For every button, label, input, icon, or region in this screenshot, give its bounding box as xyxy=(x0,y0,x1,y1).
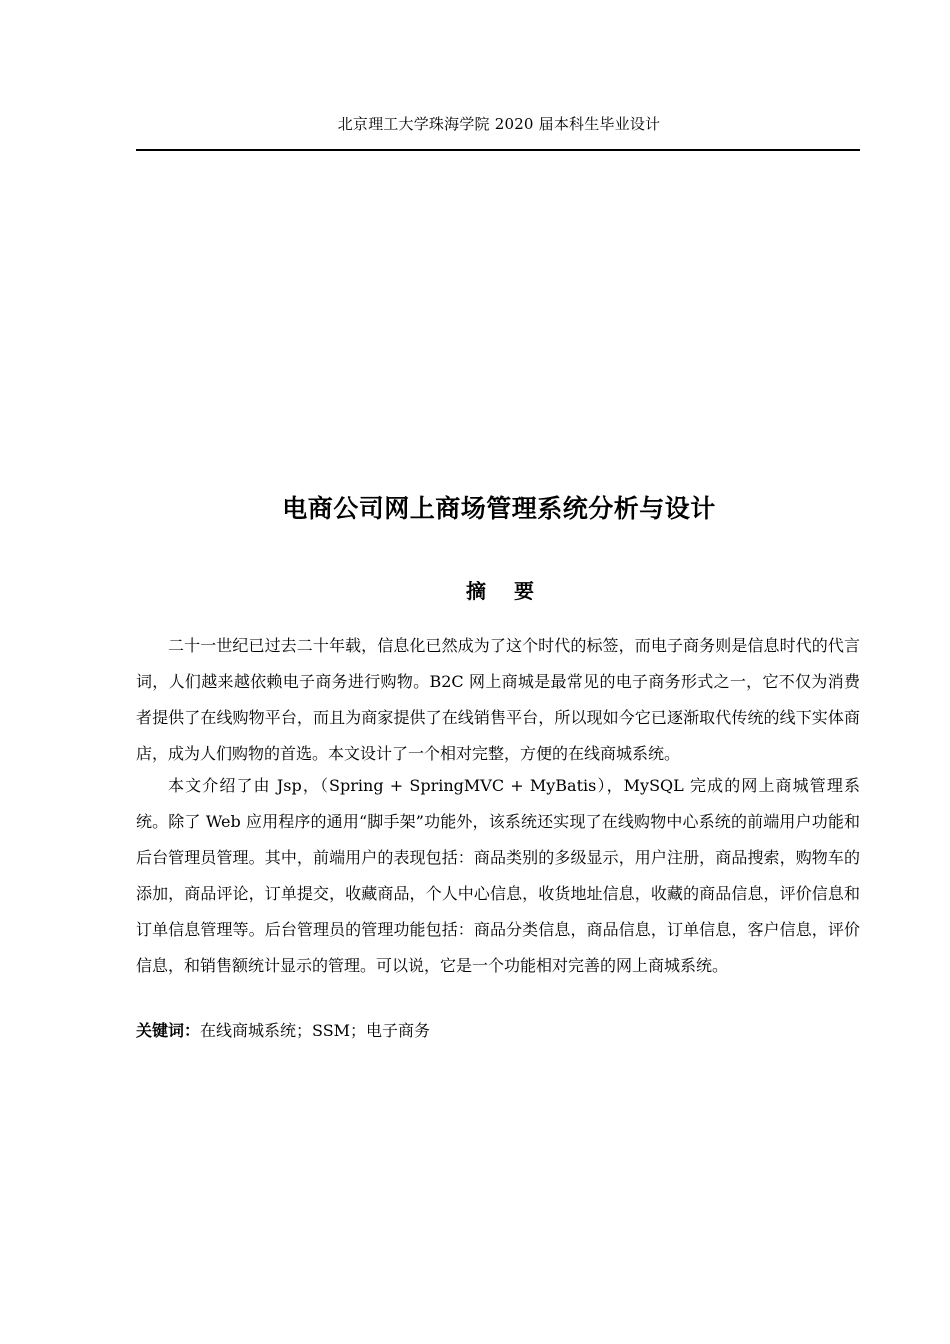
header-divider xyxy=(136,149,860,151)
abstract-body xyxy=(136,628,860,984)
abstract-paragraph-1: 二十一世纪已过去二十年载，信息化已然成为了这个时代的标签，而电子商务则是信息时代的代言词，人们越来越依赖电子商务进行购物。B2C 网上商城是最常见的电子商务形式之一，它不仅为消费者提供了在线购物平台，而且为商家提供了在线销售平台，所以现如今它已逐渐取代传统的线下实体商店，成为人们购物的首选。本文设计了一个相对完整，方便的在线商城系统。 xyxy=(136,636,860,763)
document-title: 电商公司网上商场管理系统分析与设计 xyxy=(282,494,716,523)
abstract-paragraph-2: 本文介绍了由 Jsp，（Spring + SpringMVC + MyBatis），MySQL 完成的网上商城管理系统。除了 Web 应用程序的通用“脚手架”功能外，该系统还实现了在线购物中心系统的前端用户功能和后台管理员管理。其中，前端用户的表现包括：商品类别的多级显示，用户注册，商品搜索，购物车的添加，商品评论，订单提交，收藏商品，个人中心信息，收货地址信息，收藏的商品信息，评价信息和订单信息管理等。后台管理员的管理功能包括：商品分类信息，商品信息，订单信息，客户信息，评价信息，和销售额统计显示的管理。可以说，它是一个功能相对完善的网上商城系统。 xyxy=(136,776,860,975)
keywords-line xyxy=(136,1013,860,1049)
keywords-value: 在线商城系统；SSM；电子商务 xyxy=(200,1021,431,1040)
abstract-heading: 摘要 xyxy=(466,579,562,603)
page-header: 北京理工大学珠海学院 2020 届本科生毕业设计 xyxy=(337,115,661,133)
keywords-label: 关键词： xyxy=(136,1021,201,1040)
